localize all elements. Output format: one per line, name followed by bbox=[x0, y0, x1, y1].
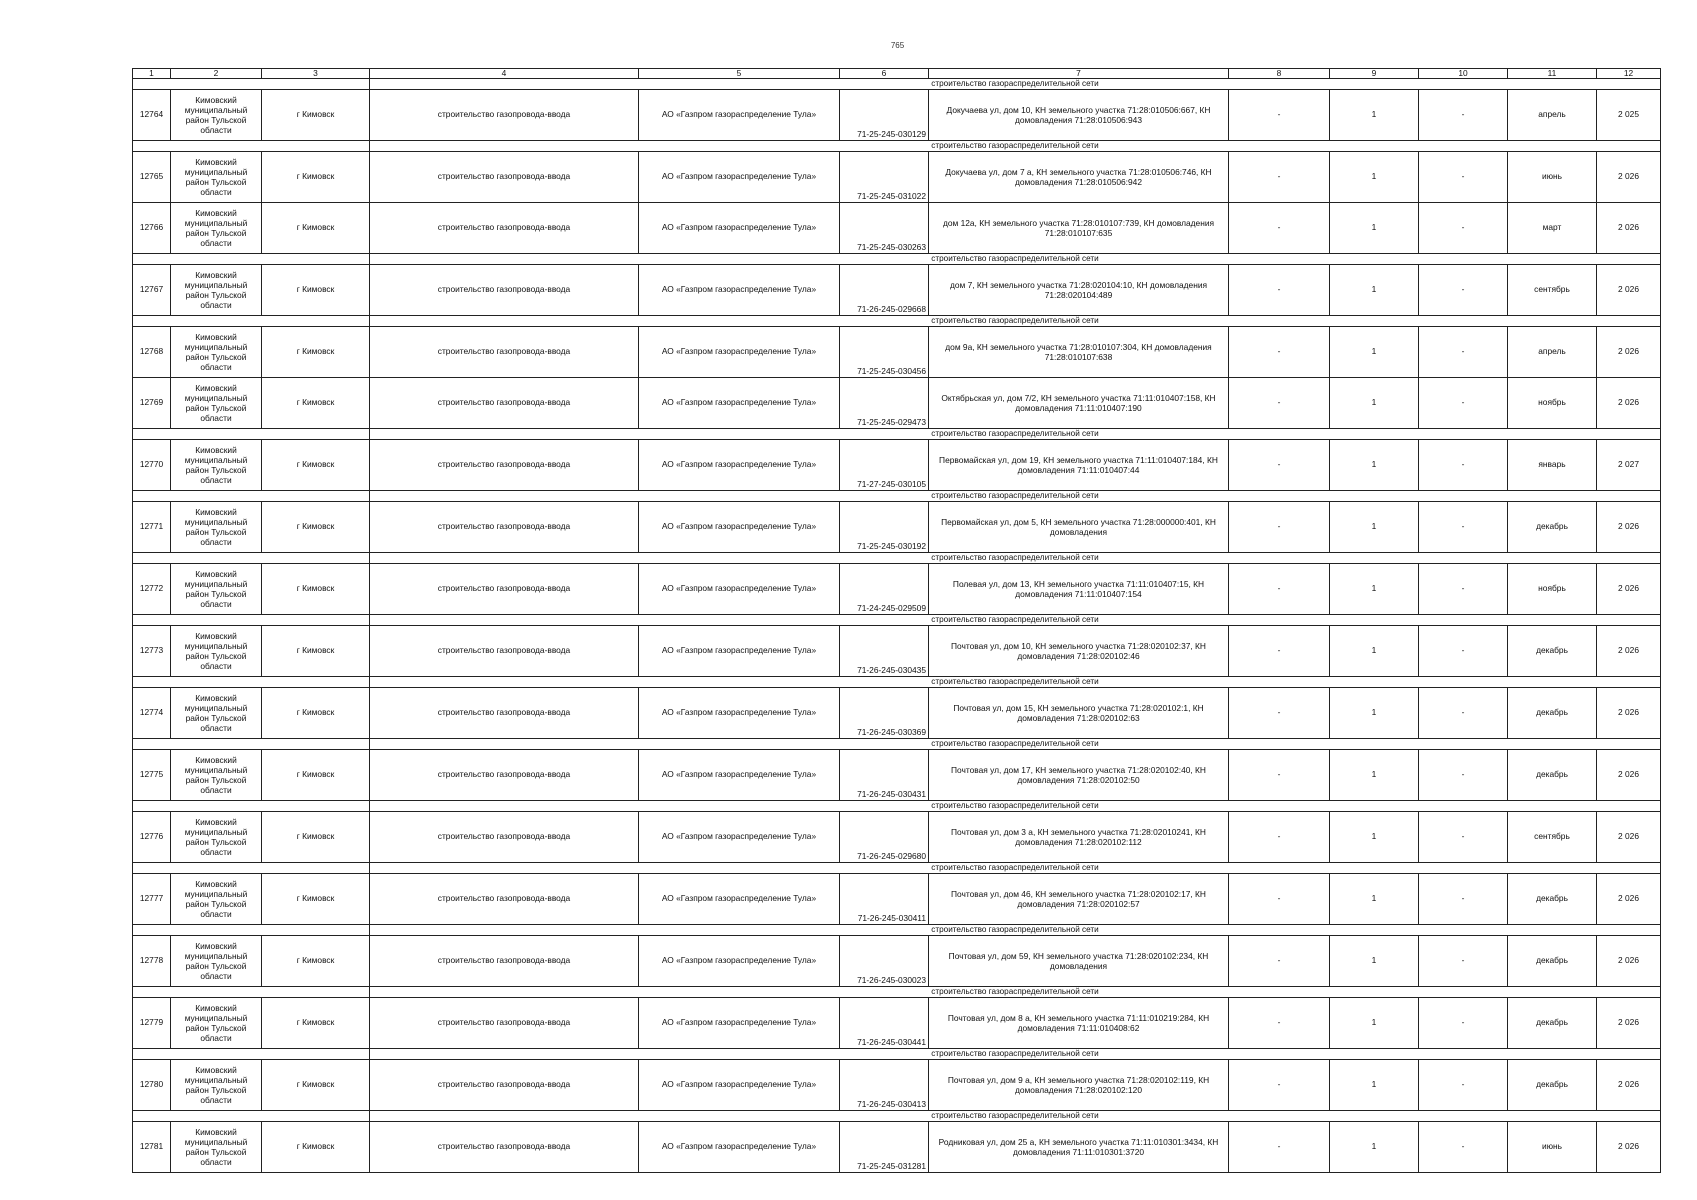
district-cell: Кимовский муниципальный район Тульской области bbox=[171, 203, 262, 254]
address-cell: Первомайская ул, дом 5, КН земельного участка 71:28:000000:401, КН домовладения bbox=[929, 502, 1229, 553]
address-cell: дом 7, КН земельного участка 71:28:020104:10, КН домовладения 71:28:020104:489 bbox=[929, 265, 1229, 316]
month-cell: июнь bbox=[1508, 152, 1597, 203]
column-header: 11 bbox=[1508, 69, 1597, 79]
row-number-cell: 12767 bbox=[133, 265, 171, 316]
month-cell: ноябрь bbox=[1508, 378, 1597, 429]
column-10-cell: - bbox=[1419, 203, 1508, 254]
column-10-cell: - bbox=[1419, 874, 1508, 925]
column-10-cell: - bbox=[1419, 440, 1508, 491]
project-code-cell: 71-25-245-030456 bbox=[840, 327, 929, 378]
column-header: 1 bbox=[133, 69, 171, 79]
work-type-cell: строительство газопровода-ввода bbox=[370, 812, 639, 863]
city-cell: г Кимовск bbox=[262, 936, 370, 987]
quantity-cell: 1 bbox=[1330, 502, 1419, 553]
column-header: 10 bbox=[1419, 69, 1508, 79]
section-label: строительство газораспределительной сети bbox=[370, 863, 1661, 874]
month-cell: декабрь bbox=[1508, 688, 1597, 739]
year-cell: 2 026 bbox=[1597, 750, 1661, 801]
organization-cell: АО «Газпром газораспределение Тула» bbox=[639, 378, 840, 429]
organization-cell: АО «Газпром газораспределение Тула» bbox=[639, 440, 840, 491]
address-cell: Почтовая ул, дом 3 а, КН земельного участка 71:28:02010241, КН домовладения 71:28:020102:112 bbox=[929, 812, 1229, 863]
row-number-cell: 12766 bbox=[133, 203, 171, 254]
district-cell: Кимовский муниципальный район Тульской области bbox=[171, 152, 262, 203]
table-row bbox=[133, 874, 1661, 925]
organization-cell: АО «Газпром газораспределение Тула» bbox=[639, 502, 840, 553]
section-label: строительство газораспределительной сети bbox=[370, 615, 1661, 626]
district-cell: Кимовский муниципальный район Тульской области bbox=[171, 265, 262, 316]
city-cell: г Кимовск bbox=[262, 564, 370, 615]
quantity-cell: 1 bbox=[1330, 750, 1419, 801]
section-label: строительство газораспределительной сети bbox=[370, 316, 1661, 327]
column-header: 7 bbox=[929, 69, 1229, 79]
section-label: строительство газораспределительной сети bbox=[370, 1049, 1661, 1060]
section-header-row bbox=[133, 1049, 1661, 1060]
address-cell: Почтовая ул, дом 15, КН земельного участка 71:28:020102:1, КН домовладения 71:28:020102:63 bbox=[929, 688, 1229, 739]
organization-cell: АО «Газпром газораспределение Тула» bbox=[639, 998, 840, 1049]
table-row bbox=[133, 1060, 1661, 1111]
year-cell: 2 026 bbox=[1597, 203, 1661, 254]
column-10-cell: - bbox=[1419, 998, 1508, 1049]
organization-cell: АО «Газпром газораспределение Тула» bbox=[639, 203, 840, 254]
table-row bbox=[133, 750, 1661, 801]
row-number-cell: 12770 bbox=[133, 440, 171, 491]
organization-cell: АО «Газпром газораспределение Тула» bbox=[639, 1060, 840, 1111]
district-cell: Кимовский муниципальный район Тульской области bbox=[171, 998, 262, 1049]
section-empty-cell bbox=[133, 553, 370, 564]
address-cell: Почтовая ул, дом 9 а, КН земельного участка 71:28:020102:119, КН домовладения 71:28:020102:120 bbox=[929, 1060, 1229, 1111]
section-label: строительство газораспределительной сети bbox=[370, 553, 1661, 564]
column-8-cell: - bbox=[1229, 152, 1330, 203]
organization-cell: АО «Газпром газораспределение Тула» bbox=[639, 265, 840, 316]
year-cell: 2 026 bbox=[1597, 1122, 1661, 1173]
district-cell: Кимовский муниципальный район Тульской области bbox=[171, 440, 262, 491]
month-cell: декабрь bbox=[1508, 626, 1597, 677]
section-empty-cell bbox=[133, 1049, 370, 1060]
month-cell: март bbox=[1508, 203, 1597, 254]
column-8-cell: - bbox=[1229, 1122, 1330, 1173]
work-type-cell: строительство газопровода-ввода bbox=[370, 90, 639, 141]
section-header-row bbox=[133, 863, 1661, 874]
section-empty-cell bbox=[133, 79, 370, 90]
column-10-cell: - bbox=[1419, 265, 1508, 316]
year-cell: 2 026 bbox=[1597, 502, 1661, 553]
section-label: строительство газораспределительной сети bbox=[370, 254, 1661, 265]
section-header-row bbox=[133, 491, 1661, 502]
address-cell: Докучаева ул, дом 10, КН земельного участка 71:28:010506:667, КН домовладения 71:28:010506:943 bbox=[929, 90, 1229, 141]
address-cell: Почтовая ул, дом 10, КН земельного участка 71:28:020102:37, КН домовладения 71:28:020102:46 bbox=[929, 626, 1229, 677]
section-empty-cell bbox=[133, 677, 370, 688]
section-empty-cell bbox=[133, 316, 370, 327]
section-label: строительство газораспределительной сети bbox=[370, 429, 1661, 440]
row-number-cell: 12771 bbox=[133, 502, 171, 553]
month-cell: январь bbox=[1508, 440, 1597, 491]
city-cell: г Кимовск bbox=[262, 1060, 370, 1111]
year-cell: 2 026 bbox=[1597, 265, 1661, 316]
month-cell: декабрь bbox=[1508, 936, 1597, 987]
column-8-cell: - bbox=[1229, 1060, 1330, 1111]
column-8-cell: - bbox=[1229, 812, 1330, 863]
section-empty-cell bbox=[133, 254, 370, 265]
address-cell: Почтовая ул, дом 17, КН земельного участка 71:28:020102:40, КН домовладения 71:28:020102:50 bbox=[929, 750, 1229, 801]
section-empty-cell bbox=[133, 491, 370, 502]
organization-cell: АО «Газпром газораспределение Тула» bbox=[639, 750, 840, 801]
project-code-cell: 71-26-245-030023 bbox=[840, 936, 929, 987]
project-code-cell: 71-26-245-030413 bbox=[840, 1060, 929, 1111]
project-code-cell: 71-25-245-030263 bbox=[840, 203, 929, 254]
column-8-cell: - bbox=[1229, 936, 1330, 987]
month-cell: апрель bbox=[1508, 90, 1597, 141]
organization-cell: АО «Газпром газораспределение Тула» bbox=[639, 327, 840, 378]
month-cell: декабрь bbox=[1508, 502, 1597, 553]
quantity-cell: 1 bbox=[1330, 378, 1419, 429]
city-cell: г Кимовск bbox=[262, 203, 370, 254]
quantity-cell: 1 bbox=[1330, 812, 1419, 863]
district-cell: Кимовский муниципальный район Тульской области bbox=[171, 502, 262, 553]
organization-cell: АО «Газпром газораспределение Тула» bbox=[639, 812, 840, 863]
project-code-cell: 71-25-245-029473 bbox=[840, 378, 929, 429]
column-header: 4 bbox=[370, 69, 639, 79]
address-cell: Почтовая ул, дом 8 а, КН земельного участка 71:11:010219:284, КН домовладения 71:11:010408:62 bbox=[929, 998, 1229, 1049]
district-cell: Кимовский муниципальный район Тульской области bbox=[171, 1060, 262, 1111]
row-number-cell: 12773 bbox=[133, 626, 171, 677]
column-header: 6 bbox=[840, 69, 929, 79]
column-10-cell: - bbox=[1419, 1060, 1508, 1111]
section-empty-cell bbox=[133, 1111, 370, 1122]
gas-network-table bbox=[132, 68, 1661, 1173]
work-type-cell: строительство газопровода-ввода bbox=[370, 1122, 639, 1173]
column-8-cell: - bbox=[1229, 90, 1330, 141]
table-row bbox=[133, 327, 1661, 378]
section-header-row bbox=[133, 615, 1661, 626]
project-code-cell: 71-25-245-031022 bbox=[840, 152, 929, 203]
quantity-cell: 1 bbox=[1330, 688, 1419, 739]
project-code-cell: 71-26-245-030435 bbox=[840, 626, 929, 677]
row-number-cell: 12776 bbox=[133, 812, 171, 863]
section-empty-cell bbox=[133, 429, 370, 440]
city-cell: г Кимовск bbox=[262, 378, 370, 429]
section-empty-cell bbox=[133, 615, 370, 626]
column-number-row bbox=[133, 69, 1661, 79]
work-type-cell: строительство газопровода-ввода bbox=[370, 378, 639, 429]
work-type-cell: строительство газопровода-ввода bbox=[370, 626, 639, 677]
column-10-cell: - bbox=[1419, 90, 1508, 141]
column-8-cell: - bbox=[1229, 564, 1330, 615]
district-cell: Кимовский муниципальный район Тульской области bbox=[171, 874, 262, 925]
city-cell: г Кимовск bbox=[262, 1122, 370, 1173]
section-header-row bbox=[133, 1111, 1661, 1122]
column-10-cell: - bbox=[1419, 812, 1508, 863]
district-cell: Кимовский муниципальный район Тульской области bbox=[171, 327, 262, 378]
month-cell: декабрь bbox=[1508, 750, 1597, 801]
section-label: строительство газораспределительной сети bbox=[370, 79, 1661, 90]
city-cell: г Кимовск bbox=[262, 626, 370, 677]
table-row bbox=[133, 203, 1661, 254]
row-number-cell: 12779 bbox=[133, 998, 171, 1049]
column-header: 5 bbox=[639, 69, 840, 79]
table-row bbox=[133, 936, 1661, 987]
city-cell: г Кимовск bbox=[262, 750, 370, 801]
address-cell: Почтовая ул, дом 59, КН земельного участка 71:28:020102:234, КН домовладения bbox=[929, 936, 1229, 987]
organization-cell: АО «Газпром газораспределение Тула» bbox=[639, 90, 840, 141]
work-type-cell: строительство газопровода-ввода bbox=[370, 265, 639, 316]
row-number-cell: 12774 bbox=[133, 688, 171, 739]
city-cell: г Кимовск bbox=[262, 152, 370, 203]
organization-cell: АО «Газпром газораспределение Тула» bbox=[639, 626, 840, 677]
column-header: 9 bbox=[1330, 69, 1419, 79]
year-cell: 2 026 bbox=[1597, 936, 1661, 987]
project-code-cell: 71-25-245-030129 bbox=[840, 90, 929, 141]
row-number-cell: 12781 bbox=[133, 1122, 171, 1173]
organization-cell: АО «Газпром газораспределение Тула» bbox=[639, 152, 840, 203]
row-number-cell: 12780 bbox=[133, 1060, 171, 1111]
column-10-cell: - bbox=[1419, 152, 1508, 203]
section-empty-cell bbox=[133, 925, 370, 936]
quantity-cell: 1 bbox=[1330, 1122, 1419, 1173]
column-10-cell: - bbox=[1419, 936, 1508, 987]
work-type-cell: строительство газопровода-ввода bbox=[370, 564, 639, 615]
row-number-cell: 12764 bbox=[133, 90, 171, 141]
address-cell: Первомайская ул, дом 19, КН земельного участка 71:11:010407:184, КН домовладения 71:11:010407:44 bbox=[929, 440, 1229, 491]
address-cell: Полевая ул, дом 13, КН земельного участка 71:11:010407:15, КН домовладения 71:11:010407:154 bbox=[929, 564, 1229, 615]
row-number-cell: 12772 bbox=[133, 564, 171, 615]
row-number-cell: 12768 bbox=[133, 327, 171, 378]
section-empty-cell bbox=[133, 801, 370, 812]
row-number-cell: 12765 bbox=[133, 152, 171, 203]
column-8-cell: - bbox=[1229, 203, 1330, 254]
work-type-cell: строительство газопровода-ввода bbox=[370, 1060, 639, 1111]
work-type-cell: строительство газопровода-ввода bbox=[370, 874, 639, 925]
month-cell: декабрь bbox=[1508, 1060, 1597, 1111]
project-code-cell: 71-26-245-030431 bbox=[840, 750, 929, 801]
work-type-cell: строительство газопровода-ввода bbox=[370, 750, 639, 801]
section-label: строительство газораспределительной сети bbox=[370, 491, 1661, 502]
section-header-row bbox=[133, 141, 1661, 152]
quantity-cell: 1 bbox=[1330, 998, 1419, 1049]
section-empty-cell bbox=[133, 987, 370, 998]
address-cell: дом 9а, КН земельного участка 71:28:010107:304, КН домовладения 71:28:010107:638 bbox=[929, 327, 1229, 378]
year-cell: 2 026 bbox=[1597, 688, 1661, 739]
address-cell: Почтовая ул, дом 46, КН земельного участка 71:28:020102:17, КН домовладения 71:28:020102:57 bbox=[929, 874, 1229, 925]
quantity-cell: 1 bbox=[1330, 1060, 1419, 1111]
column-header: 3 bbox=[262, 69, 370, 79]
district-cell: Кимовский муниципальный район Тульской области bbox=[171, 564, 262, 615]
column-8-cell: - bbox=[1229, 874, 1330, 925]
column-8-cell: - bbox=[1229, 626, 1330, 677]
year-cell: 2 026 bbox=[1597, 1060, 1661, 1111]
table-row bbox=[133, 812, 1661, 863]
quantity-cell: 1 bbox=[1330, 152, 1419, 203]
table-row bbox=[133, 378, 1661, 429]
table-row bbox=[133, 152, 1661, 203]
section-empty-cell bbox=[133, 863, 370, 874]
quantity-cell: 1 bbox=[1330, 936, 1419, 987]
row-number-cell: 12775 bbox=[133, 750, 171, 801]
section-header-row bbox=[133, 677, 1661, 688]
column-8-cell: - bbox=[1229, 688, 1330, 739]
column-8-cell: - bbox=[1229, 502, 1330, 553]
column-10-cell: - bbox=[1419, 502, 1508, 553]
city-cell: г Кимовск bbox=[262, 327, 370, 378]
section-empty-cell bbox=[133, 739, 370, 750]
section-header-row bbox=[133, 801, 1661, 812]
column-8-cell: - bbox=[1229, 750, 1330, 801]
city-cell: г Кимовск bbox=[262, 812, 370, 863]
section-header-row bbox=[133, 987, 1661, 998]
project-code-cell: 71-24-245-029509 bbox=[840, 564, 929, 615]
year-cell: 2 026 bbox=[1597, 874, 1661, 925]
column-10-cell: - bbox=[1419, 564, 1508, 615]
table-row bbox=[133, 502, 1661, 553]
project-code-cell: 71-26-245-030441 bbox=[840, 998, 929, 1049]
quantity-cell: 1 bbox=[1330, 626, 1419, 677]
city-cell: г Кимовск bbox=[262, 688, 370, 739]
year-cell: 2 026 bbox=[1597, 152, 1661, 203]
district-cell: Кимовский муниципальный район Тульской области bbox=[171, 90, 262, 141]
month-cell: июнь bbox=[1508, 1122, 1597, 1173]
work-type-cell: строительство газопровода-ввода bbox=[370, 440, 639, 491]
column-8-cell: - bbox=[1229, 327, 1330, 378]
quantity-cell: 1 bbox=[1330, 440, 1419, 491]
project-code-cell: 71-26-245-029668 bbox=[840, 265, 929, 316]
table-row bbox=[133, 626, 1661, 677]
column-header: 12 bbox=[1597, 69, 1661, 79]
section-label: строительство газораспределительной сети bbox=[370, 677, 1661, 688]
section-header-row bbox=[133, 553, 1661, 564]
month-cell: апрель bbox=[1508, 327, 1597, 378]
column-10-cell: - bbox=[1419, 327, 1508, 378]
table-row bbox=[133, 688, 1661, 739]
project-code-cell: 71-26-245-030369 bbox=[840, 688, 929, 739]
column-header: 8 bbox=[1229, 69, 1330, 79]
district-cell: Кимовский муниципальный район Тульской области bbox=[171, 750, 262, 801]
project-code-cell: 71-25-245-030192 bbox=[840, 502, 929, 553]
section-label: строительство газораспределительной сети bbox=[370, 987, 1661, 998]
organization-cell: АО «Газпром газораспределение Тула» bbox=[639, 688, 840, 739]
year-cell: 2 027 bbox=[1597, 440, 1661, 491]
column-8-cell: - bbox=[1229, 265, 1330, 316]
column-8-cell: - bbox=[1229, 378, 1330, 429]
work-type-cell: строительство газопровода-ввода bbox=[370, 502, 639, 553]
city-cell: г Кимовск bbox=[262, 502, 370, 553]
district-cell: Кимовский муниципальный район Тульской области bbox=[171, 626, 262, 677]
section-label: строительство газораспределительной сети bbox=[370, 801, 1661, 812]
quantity-cell: 1 bbox=[1330, 265, 1419, 316]
work-type-cell: строительство газопровода-ввода bbox=[370, 998, 639, 1049]
column-10-cell: - bbox=[1419, 688, 1508, 739]
district-cell: Кимовский муниципальный район Тульской области bbox=[171, 688, 262, 739]
organization-cell: АО «Газпром газораспределение Тула» bbox=[639, 564, 840, 615]
year-cell: 2 026 bbox=[1597, 812, 1661, 863]
month-cell: декабрь bbox=[1508, 998, 1597, 1049]
column-8-cell: - bbox=[1229, 998, 1330, 1049]
district-cell: Кимовский муниципальный район Тульской области bbox=[171, 936, 262, 987]
quantity-cell: 1 bbox=[1330, 90, 1419, 141]
quantity-cell: 1 bbox=[1330, 874, 1419, 925]
work-type-cell: строительство газопровода-ввода bbox=[370, 936, 639, 987]
column-8-cell: - bbox=[1229, 440, 1330, 491]
section-label: строительство газораспределительной сети bbox=[370, 739, 1661, 750]
row-number-cell: 12777 bbox=[133, 874, 171, 925]
section-label: строительство газораспределительной сети bbox=[370, 925, 1661, 936]
year-cell: 2 025 bbox=[1597, 90, 1661, 141]
project-code-cell: 71-27-245-030105 bbox=[840, 440, 929, 491]
column-10-cell: - bbox=[1419, 378, 1508, 429]
organization-cell: АО «Газпром газораспределение Тула» bbox=[639, 936, 840, 987]
row-number-cell: 12769 bbox=[133, 378, 171, 429]
address-cell: Октябрьская ул, дом 7/2, КН земельного участка 71:11:010407:158, КН домовладения 71:11:010407:190 bbox=[929, 378, 1229, 429]
table-row bbox=[133, 440, 1661, 491]
district-cell: Кимовский муниципальный район Тульской области bbox=[171, 378, 262, 429]
table-row bbox=[133, 90, 1661, 141]
column-10-cell: - bbox=[1419, 750, 1508, 801]
year-cell: 2 026 bbox=[1597, 564, 1661, 615]
section-header-row bbox=[133, 254, 1661, 265]
project-code-cell: 71-26-245-030411 bbox=[840, 874, 929, 925]
quantity-cell: 1 bbox=[1330, 327, 1419, 378]
column-10-cell: - bbox=[1419, 626, 1508, 677]
section-empty-cell bbox=[133, 141, 370, 152]
section-header-row bbox=[133, 79, 1661, 90]
year-cell: 2 026 bbox=[1597, 327, 1661, 378]
month-cell: сентябрь bbox=[1508, 812, 1597, 863]
project-code-cell: 71-26-245-029680 bbox=[840, 812, 929, 863]
section-header-row bbox=[133, 316, 1661, 327]
month-cell: ноябрь bbox=[1508, 564, 1597, 615]
section-header-row bbox=[133, 925, 1661, 936]
address-cell: дом 12а, КН земельного участка 71:28:010107:739, КН домовладения 71:28:010107:635 bbox=[929, 203, 1229, 254]
work-type-cell: строительство газопровода-ввода bbox=[370, 688, 639, 739]
address-cell: Родниковая ул, дом 25 а, КН земельного участка 71:11:010301:3434, КН домовладения 71:11:010301:3720 bbox=[929, 1122, 1229, 1173]
month-cell: сентябрь bbox=[1508, 265, 1597, 316]
table-row bbox=[133, 564, 1661, 615]
table-row bbox=[133, 1122, 1661, 1173]
table-row bbox=[133, 998, 1661, 1049]
month-cell: декабрь bbox=[1508, 874, 1597, 925]
row-number-cell: 12778 bbox=[133, 936, 171, 987]
section-label: строительство газораспределительной сети bbox=[370, 1111, 1661, 1122]
column-10-cell: - bbox=[1419, 1122, 1508, 1173]
section-label: строительство газораспределительной сети bbox=[370, 141, 1661, 152]
work-type-cell: строительство газопровода-ввода bbox=[370, 327, 639, 378]
table-body bbox=[133, 79, 1661, 1173]
work-type-cell: строительство газопровода-ввода bbox=[370, 203, 639, 254]
year-cell: 2 026 bbox=[1597, 626, 1661, 677]
table-row bbox=[133, 265, 1661, 316]
organization-cell: АО «Газпром газораспределение Тула» bbox=[639, 874, 840, 925]
city-cell: г Кимовск bbox=[262, 874, 370, 925]
district-cell: Кимовский муниципальный район Тульской области bbox=[171, 812, 262, 863]
city-cell: г Кимовск bbox=[262, 265, 370, 316]
city-cell: г Кимовск bbox=[262, 998, 370, 1049]
section-header-row bbox=[133, 429, 1661, 440]
quantity-cell: 1 bbox=[1330, 203, 1419, 254]
city-cell: г Кимовск bbox=[262, 90, 370, 141]
city-cell: г Кимовск bbox=[262, 440, 370, 491]
organization-cell: АО «Газпром газораспределение Тула» bbox=[639, 1122, 840, 1173]
year-cell: 2 026 bbox=[1597, 998, 1661, 1049]
project-code-cell: 71-25-245-031281 bbox=[840, 1122, 929, 1173]
quantity-cell: 1 bbox=[1330, 564, 1419, 615]
address-cell: Докучаева ул, дом 7 а, КН земельного участка 71:28:010506:746, КН домовладения 71:28:010506:942 bbox=[929, 152, 1229, 203]
year-cell: 2 026 bbox=[1597, 378, 1661, 429]
page-number: 765 bbox=[890, 41, 905, 50]
section-header-row bbox=[133, 739, 1661, 750]
district-cell: Кимовский муниципальный район Тульской области bbox=[171, 1122, 262, 1173]
work-type-cell: строительство газопровода-ввода bbox=[370, 152, 639, 203]
column-header: 2 bbox=[171, 69, 262, 79]
